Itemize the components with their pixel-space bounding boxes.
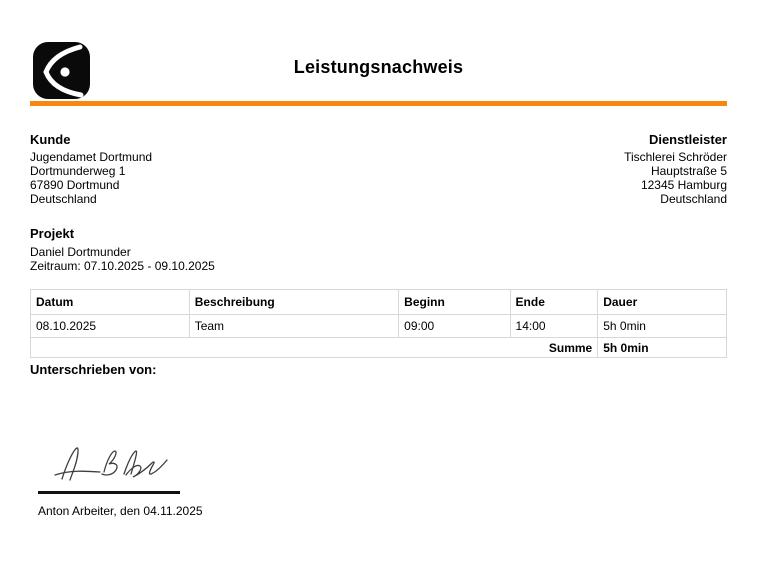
column-header-beginn: Beginn <box>399 290 510 315</box>
time-entries-table <box>30 289 727 358</box>
summary-value: 5h 0min <box>598 338 727 358</box>
column-header-ende: Ende <box>510 290 598 315</box>
cell-datum: 08.10.2025 <box>31 315 190 338</box>
customer-city: 67890 Dortmund <box>30 178 120 192</box>
summary-label: Summe <box>31 338 598 358</box>
signature-line <box>38 491 180 494</box>
provider-street: Hauptstraße 5 <box>650 164 727 178</box>
accent-divider <box>30 101 727 106</box>
customer-heading: Kunde <box>30 132 71 147</box>
column-header-datum: Datum <box>31 290 190 315</box>
column-header-beschreibung: Beschreibung <box>189 290 398 315</box>
customer-street: Dortmunderweg 1 <box>30 164 126 178</box>
project-heading: Projekt <box>30 226 75 241</box>
provider-heading: Dienstleister <box>648 132 727 147</box>
signature-caption: Anton Arbeiter, den 04.11.2025 <box>38 504 203 518</box>
provider-country: Deutschland <box>660 192 727 206</box>
customer-block <box>30 132 152 206</box>
column-header-dauer: Dauer <box>598 290 727 315</box>
provider-city: 12345 Hamburg <box>640 178 727 192</box>
project-period: Zeitraum: 07.10.2025 - 09.10.2025 <box>30 259 215 273</box>
project-person: Daniel Dortmunder <box>30 245 131 259</box>
provider-name: Tischlerei Schröder <box>624 150 727 164</box>
table-row <box>31 315 727 338</box>
customer-country: Deutschland <box>30 192 97 206</box>
table-summary-row <box>31 338 727 358</box>
provider-block <box>624 132 727 206</box>
signature-heading: Unterschrieben von: <box>30 362 157 377</box>
signature-image <box>52 432 177 487</box>
cell-dauer: 5h 0min <box>598 315 727 338</box>
customer-name: Jugendamet Dortmund <box>30 150 153 164</box>
document-content <box>30 0 727 561</box>
address-section <box>30 132 727 206</box>
page-title: Leistungsnachweis <box>293 57 464 77</box>
table-header-row <box>31 290 727 315</box>
cell-beginn: 09:00 <box>399 315 510 338</box>
project-block <box>30 226 215 273</box>
cell-ende: 14:00 <box>510 315 598 338</box>
cell-beschreibung: Team <box>189 315 398 338</box>
